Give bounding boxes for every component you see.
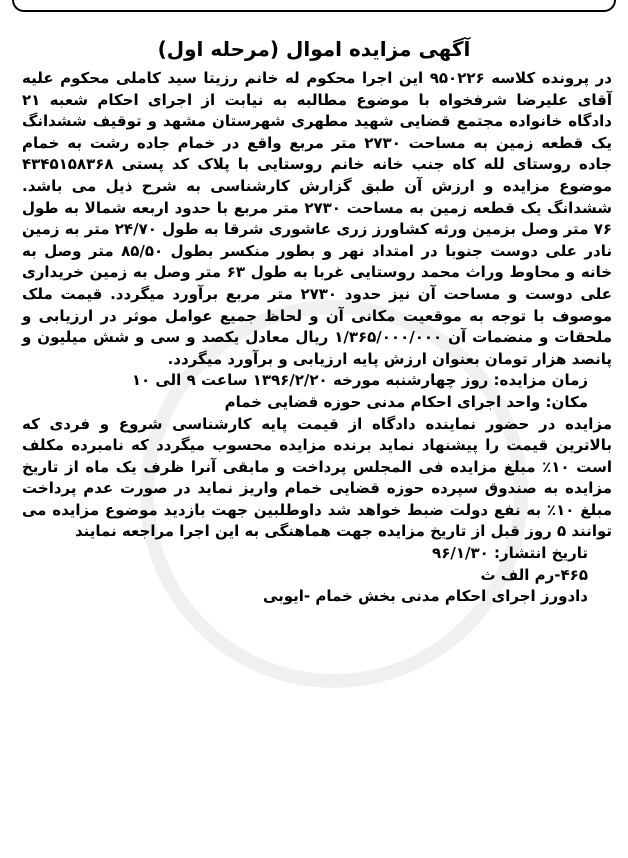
notice-body bbox=[22, 68, 612, 608]
notice-paragraph-terms: مزایده در حضور نماینده دادگاه از قیمت پایه کارشناسی شروع و فردی که بالاترین قیمت را پیشنهاد نماید برنده مزایده محسوب میگردد که نامبرده مکلف است ۱۰٪ مبلغ مزایده فی المجلس پرداخت و مابقی آنرا ظرف یک ماه از تاریخ مزایده به صندوق سپرده حوزه قضایی خمام واریز نماید در صورت عدم پرداخت مبلغ ۱۰٪ به نفع دولت ضبط خواهد شد داوطلبین جهت بازدید موضوع مزایده می توانند ۵ روز قبل از تاریخ مزایده جهت هماهنگی به این اجرا مراجعه نمایند bbox=[22, 414, 612, 541]
signature: دادورز اجرای احکام مدنی بخش خمام -ایوبی bbox=[262, 587, 588, 606]
notice-paragraph-case: در پرونده کلاسه ۹۵۰۲۲۶ این اجرا محکوم له خانم رزیتا سید کاملی محکوم علیه آقای علیرضا شرفخواه با موضوع مطالبه به نیابت از اجرای احکام شعبه ۲۱ دادگاه خانواده مجتمع قضایی شهید مطهری شهرستان مشهد و توقیف ششدانگ یک قطعه زمین به مساحت ۲۷۳۰ متر مربع واقع در خمام جاده رشت به خمام جاده روستای لله کاه جنب خانه خانم روستایی با پلاک کد پستی ۴۳۴۵۱۵۸۳۶۸ موضوع مزایده و ارزش آن طبق گزارش کارشناسی به شرح ذیل می باشد. ششدانگ یک قطعه زمین به مساحت ۲۷۳۰ متر مربع با حدود اربعه شمالا به طول ۷۶ متر وصل بزمین ورثه کشاورز زری عاشوری شرقا به طول ۲۴/۷۰ متر به زمین نادر علی دوست جنوبا در امتداد نهر و بطور منکسر بطول ۸۵/۵۰ متر وصل به خانه و محاوط وراث محمد روستایی غربا به طول ۶۳ متر وصل به زمین خریداری علی دوست و مساحت آن نیز حدود ۲۷۳۰ متر مربع برآورد میگردد. قیمت ملک موصوف با توجه به موقعیت مکانی آن و لحاظ جمیع عوامل موثر در ارزیابی و ملحقات و منضمات آن ۱/۳۶۵/۰۰۰/۰۰۰ ریال معادل یکصد و سی و شش میلیون و پانصد هزار تومان بعنوان ارزش پایه ارزیابی و برآورد میگردد. bbox=[22, 69, 613, 368]
reference-number: ۴۶۵-رم الف ث bbox=[480, 565, 588, 584]
auction-place: مکان: واحد اجرای احکام مدنی حوزه قضایی خمام bbox=[224, 392, 588, 411]
auction-time: زمان مزایده: روز چهارشنبه مورخه ۱۳۹۶/۲/۲۰ ساعت ۹ الی ۱۰ bbox=[131, 371, 588, 390]
publish-date: تاریخ انتشار: ۹۶/۱/۳۰ bbox=[432, 544, 588, 563]
top-border bbox=[12, 0, 616, 12]
notice-title: آگهی مزایده اموال (مرحله اول) bbox=[157, 37, 471, 61]
